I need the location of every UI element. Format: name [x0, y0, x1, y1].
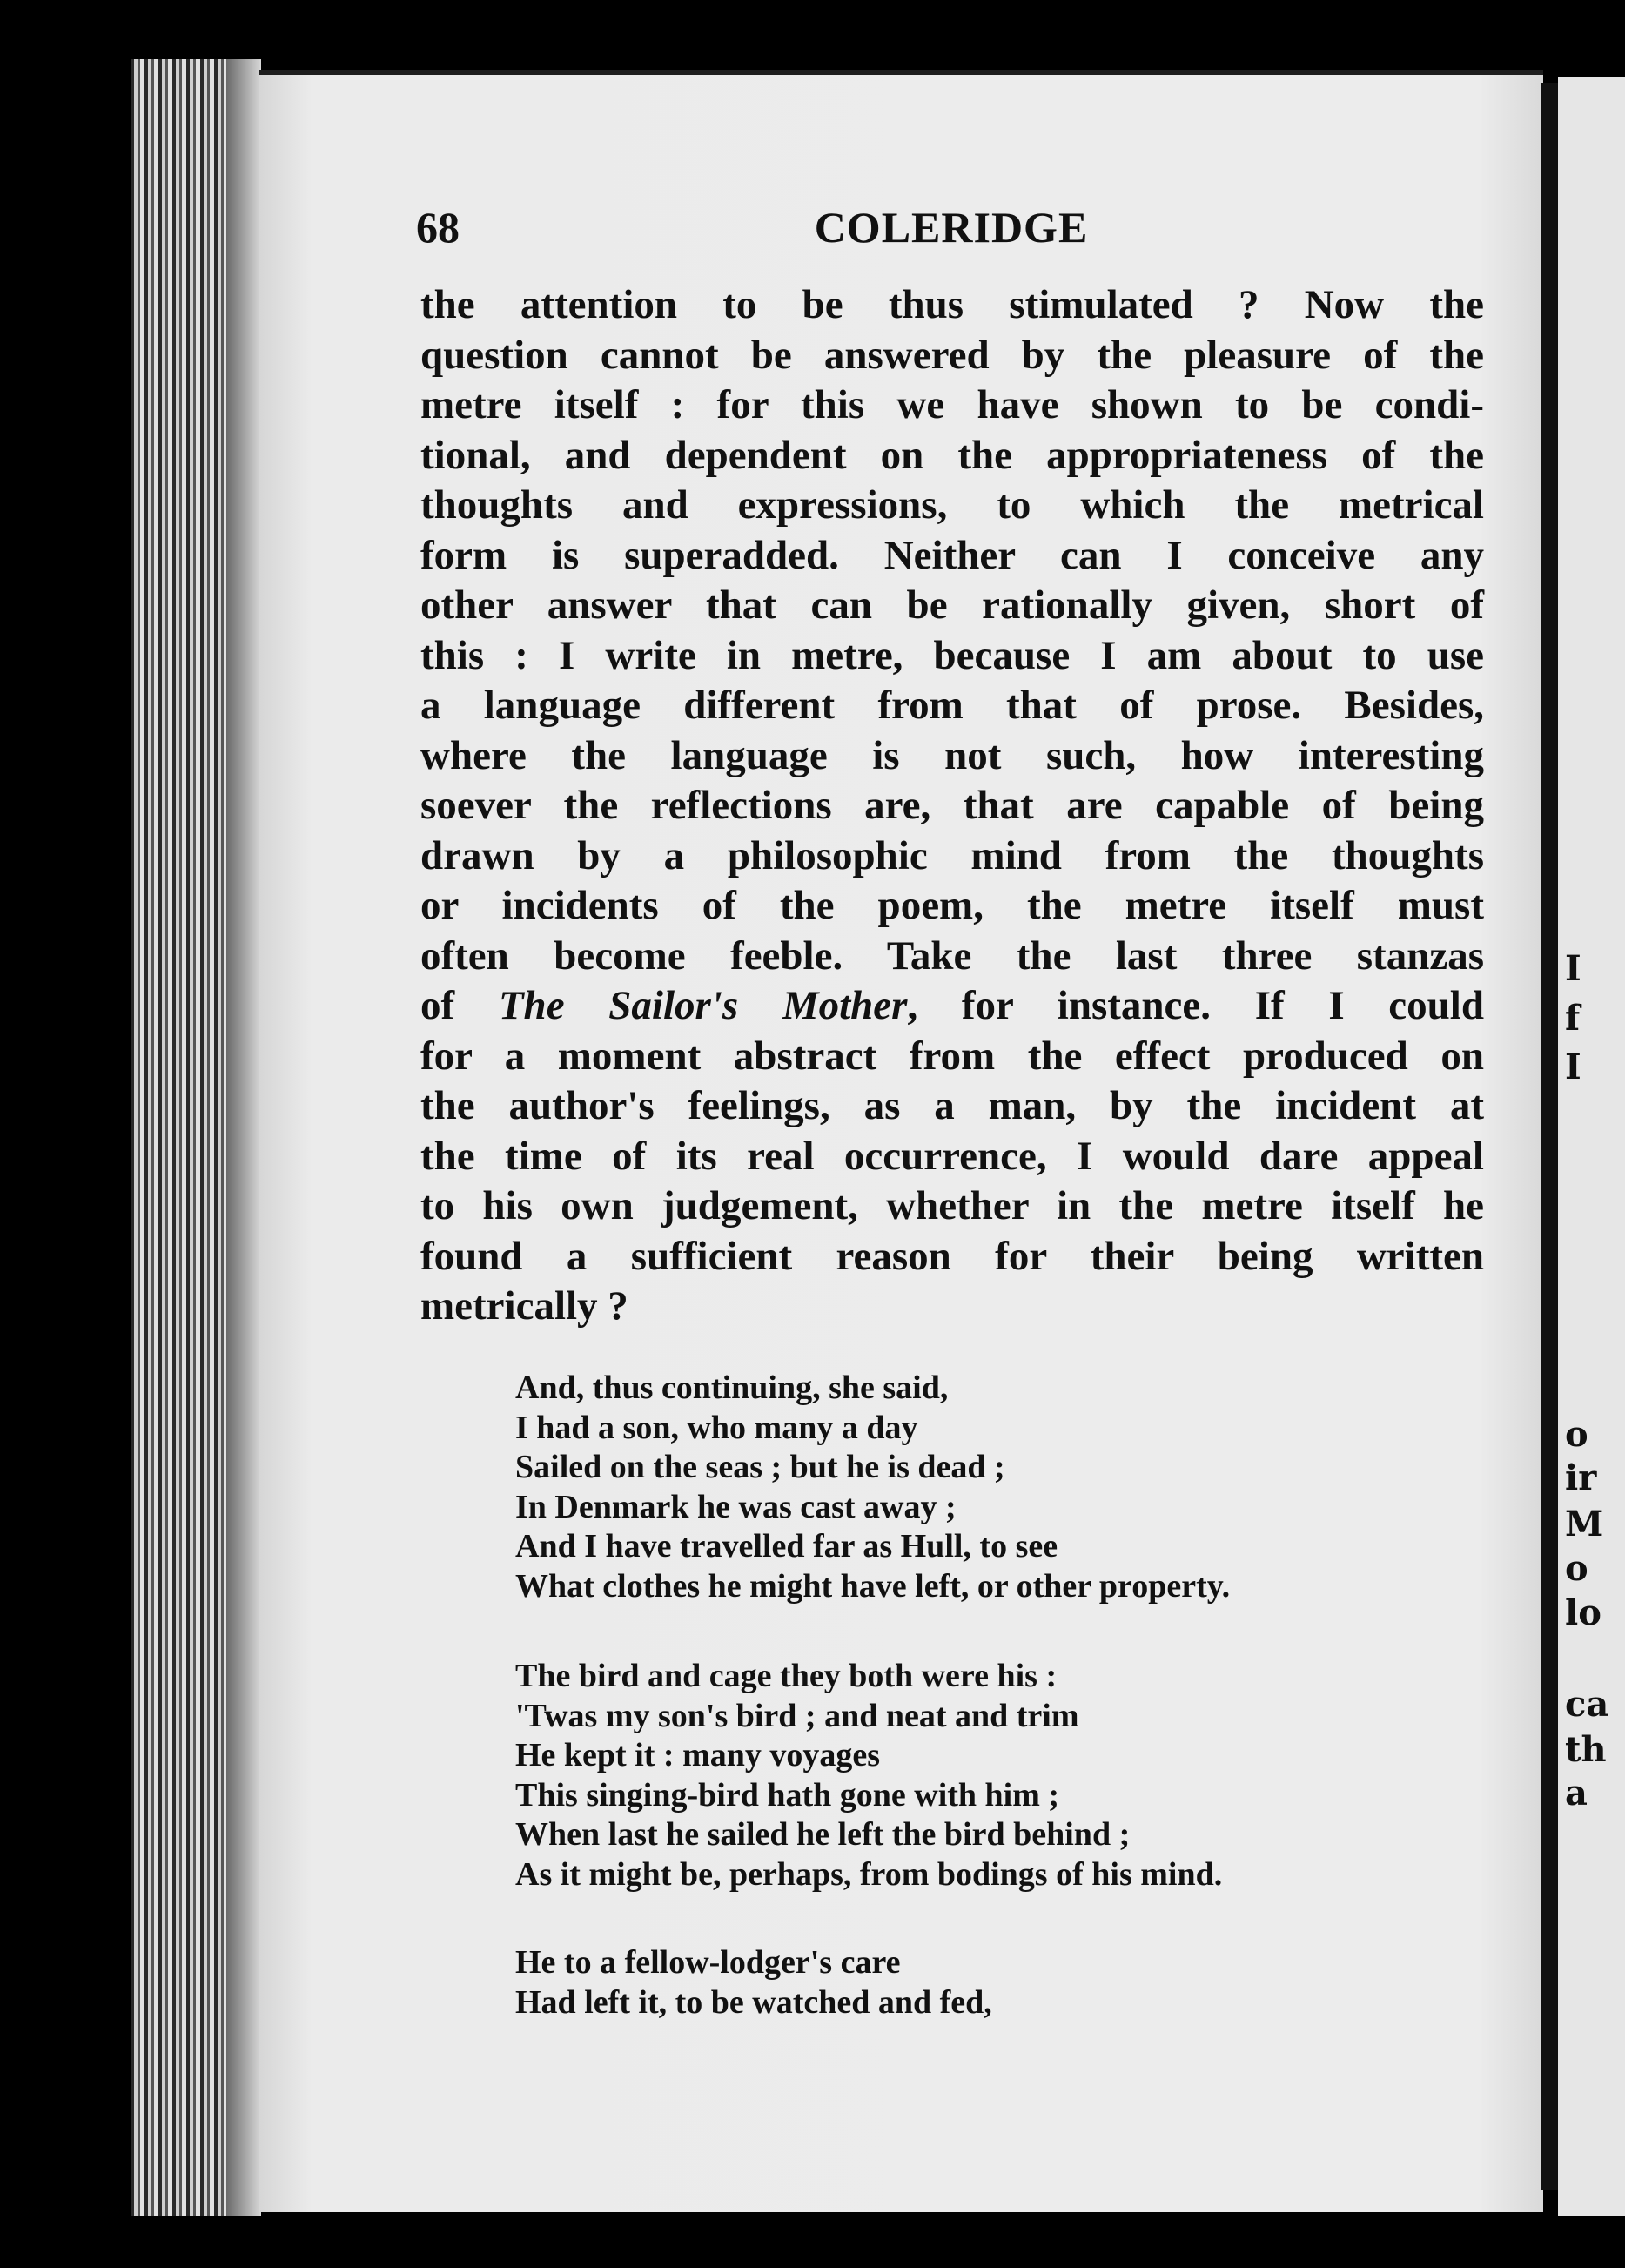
prose-line: where the language is not such, how interesting [420, 732, 1484, 778]
prose-line: the time of its real occurrence, I would dare appeal [420, 1133, 1484, 1179]
prose-line: a language different from that of prose. Besides, [420, 683, 1484, 728]
verse-line: Had left it, to be watched and fed, [515, 1983, 992, 2021]
prose-fragment: , for instance. If I could [907, 983, 1484, 1028]
prose-line: soever the reflections are, that are capable of being [420, 783, 1484, 828]
facing-page-fragment: ca [1565, 1684, 1609, 1725]
running-head [416, 202, 1487, 254]
scan-background-left [0, 0, 131, 2268]
verse-line: And I have travelled far as Hull, to see [515, 1528, 1058, 1565]
prose-fragment: of [420, 983, 499, 1028]
verse-line: And, thus continuing, she said, [515, 1370, 949, 1406]
facing-page-fragment: th [1565, 1729, 1607, 1770]
scan-background-top [0, 0, 1625, 61]
facing-page-fragment: a [1565, 1773, 1588, 1814]
facing-page-fragment: f [1565, 998, 1581, 1039]
verse-line: He to a fellow-lodger's care [515, 1944, 901, 1981]
prose-line: form is superadded. Neither can I conceive any [420, 532, 1484, 578]
verse-line: When last he sailed he left the bird behind ; [515, 1816, 1131, 1853]
page-number: 68 [416, 203, 460, 252]
verse-line: In Denmark he was cast away ; [515, 1488, 957, 1525]
prose-line: or incidents of the poem, the metre itself must [420, 883, 1484, 928]
facing-page [1558, 77, 1625, 2218]
prose-line: metre itself : for this we have shown to be condi- [420, 382, 1484, 427]
book-page-edge-shadow [226, 59, 261, 2218]
facing-page-fragment: I [1565, 1047, 1581, 1087]
verse-stanza [515, 1369, 1481, 1606]
prose-paragraph [420, 280, 1484, 1332]
prose-line: often become feeble. Take the last three stanzas [420, 932, 1484, 979]
prose-line: the attention to be thus stimulated ? Now the [420, 282, 1484, 327]
verse-line: Sailed on the seas ; but he is dead ; [515, 1449, 1005, 1485]
book-gutter [1541, 83, 1558, 2190]
verse-line: The bird and cage they both were his : [515, 1658, 1058, 1694]
facing-page-fragment: M [1565, 1504, 1604, 1545]
verse-line: This singing-bird hath gone with him ; [515, 1776, 1060, 1814]
prose-line: found a sufficient reason for their being written [420, 1233, 1484, 1279]
verse-line: I had a son, who many a day [515, 1409, 918, 1446]
prose-line: drawn by a philosophic mind from the thoughts [420, 832, 1484, 878]
poem-title: The Sailor's Mother [498, 983, 908, 1028]
facing-page-fragment: lo [1565, 1592, 1601, 1633]
facing-page-fragment: I [1565, 948, 1581, 989]
prose-line: other answer that can be rationally given, short of [420, 582, 1484, 628]
prose-line-with-italic-title [420, 981, 1484, 1032]
facing-page-fragment: ir [1565, 1457, 1597, 1498]
scan-background-bottom [0, 2216, 1625, 2268]
prose-line: question cannot be answered by the pleasure of the [420, 332, 1484, 378]
prose-line: to his own judgement, whether in the metre itself he [420, 1183, 1484, 1228]
prose-line: metrically ? [420, 1283, 628, 1329]
prose-line: thoughts and expressions, to which the metrical [420, 482, 1484, 528]
verse-stanza [515, 1657, 1481, 1894]
verse-line: What clothes he might have left, or other property. [515, 1567, 1231, 1605]
prose-line: this : I write in metre, because I am about to use [420, 632, 1484, 678]
verse-stanza [515, 1943, 1481, 2022]
facing-page-fragment: o [1565, 1548, 1588, 1589]
prose-line: tional, and dependent on the appropriateness of the [420, 432, 1484, 478]
running-title: COLERIDGE [814, 203, 1089, 252]
verse-line: 'Twas my son's bird ; and neat and trim [515, 1697, 1079, 1734]
prose-line: for a moment abstract from the effect produced on [420, 1033, 1484, 1079]
verse-line: As it might be, perhaps, from bodings of his mind. [515, 1855, 1223, 1893]
facing-page-fragment: o [1565, 1414, 1588, 1455]
prose-line: the author's feelings, as a man, by the incident at [420, 1083, 1484, 1128]
verse-line: He kept it : many voyages [515, 1737, 881, 1773]
